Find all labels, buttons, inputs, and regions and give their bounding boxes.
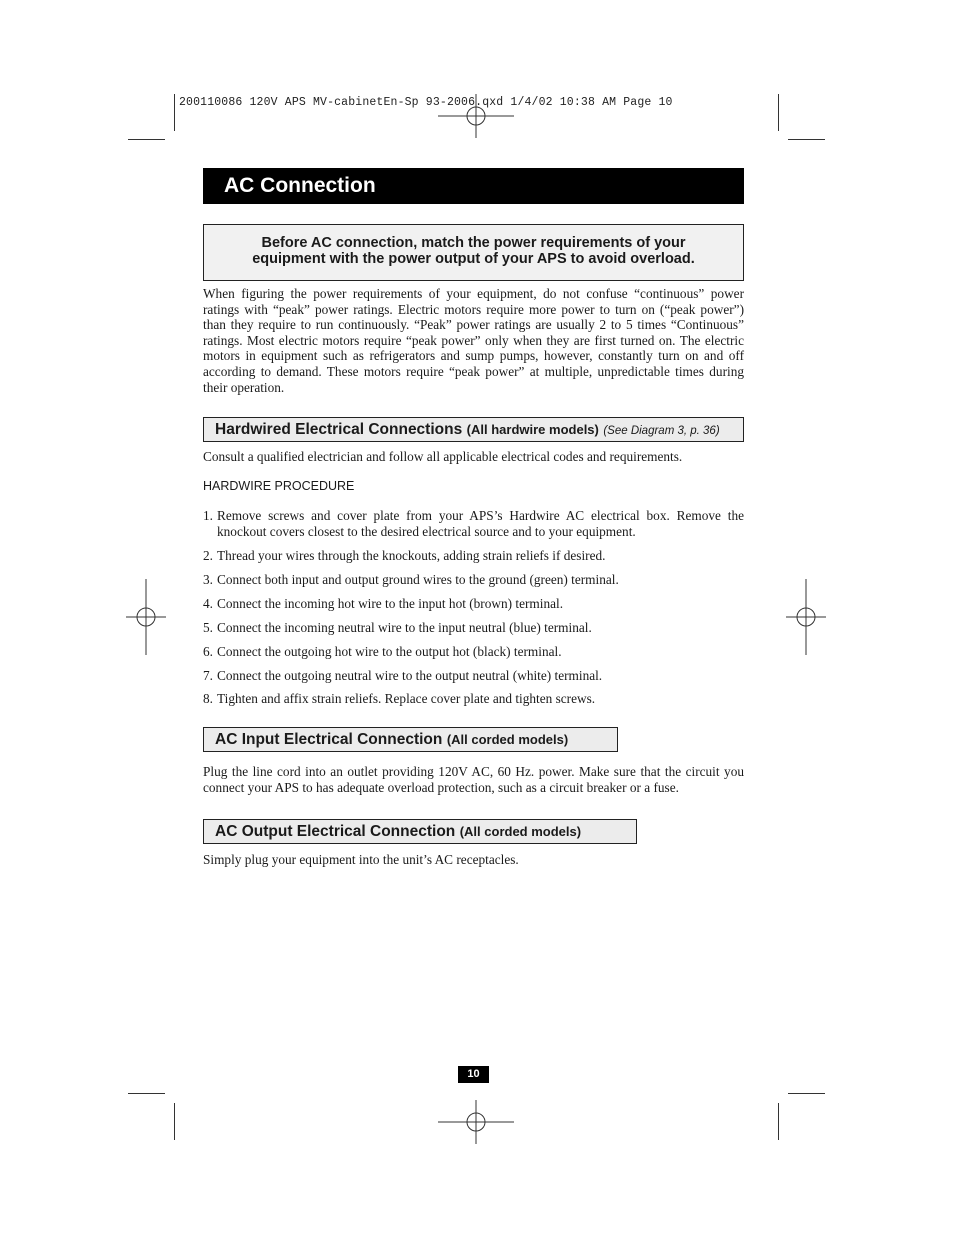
step-number: 7. — [203, 667, 213, 683]
procedure-steps — [203, 508, 744, 715]
list-item — [203, 508, 744, 539]
step-number: 2. — [203, 547, 213, 563]
crop-mark — [174, 1103, 175, 1140]
section-heading-qualifier: (All corded models) — [459, 824, 582, 839]
section-heading-title: Hardwired Electrical Connections — [215, 421, 463, 438]
page-title: AC Connection — [203, 168, 744, 204]
procedure-title: HARDWIRE PROCEDURE — [203, 479, 355, 493]
step-number: 8. — [203, 691, 213, 707]
list-item — [203, 572, 744, 588]
step-text: Connect the incoming neutral wire to the input neutral (blue) terminal. — [217, 619, 592, 635]
registration-mark-icon — [126, 579, 166, 655]
list-item — [203, 691, 744, 707]
step-number: 4. — [203, 595, 213, 611]
registration-mark-icon — [786, 579, 826, 655]
warning-box — [203, 224, 744, 281]
section-heading-title: AC Output Electrical Connection — [215, 823, 456, 840]
diagram-reference: (See Diagram 3, p. 36) — [603, 425, 720, 437]
registration-mark-icon — [438, 1100, 514, 1144]
section-heading-hardwired — [203, 417, 744, 442]
list-item — [203, 644, 744, 660]
list-item — [203, 548, 744, 564]
step-number: 1. — [203, 508, 213, 523]
ac-output-text: Simply plug your equipment into the unit’s AC receptacles. — [203, 852, 519, 867]
warning-line-2: equipment with the power output of your APS to avoid overload. — [252, 251, 695, 267]
section-heading-qualifier: (All corded models) — [446, 732, 569, 747]
step-number: 5. — [203, 619, 213, 635]
crop-mark — [788, 1093, 825, 1094]
list-item — [203, 620, 744, 636]
step-text: Connect both input and output ground wires to the ground (green) terminal. — [217, 571, 619, 587]
section-heading-title: AC Input Electrical Connection — [215, 731, 443, 748]
page-number: 10 — [458, 1066, 489, 1083]
section-heading-ac-input — [203, 727, 618, 752]
step-number: 3. — [203, 571, 213, 587]
step-text: Tighten and affix strain reliefs. Replace cover plate and tighten screws. — [217, 691, 596, 707]
printer-slug: 200110086 120V APS MV-cabinetEn-Sp 93-2006.qxd 1/4/02 10:38 AM Page 10 — [179, 96, 673, 109]
section-heading-ac-output — [203, 819, 637, 844]
step-text: Thread your wires through the knockouts, adding strain reliefs if desired. — [217, 547, 606, 563]
step-text: Remove screws and cover plate from your APS’s Hardwire AC electrical box. Remove the knockout covers closest to the desired electrical source and to your equipment. — [217, 508, 744, 539]
list-item — [203, 668, 744, 684]
step-text: Connect the outgoing neutral wire to the output neutral (white) terminal. — [217, 667, 603, 683]
crop-mark — [778, 94, 779, 131]
crop-mark — [128, 1093, 165, 1094]
step-text: Connect the incoming hot wire to the input hot (brown) terminal. — [217, 595, 564, 611]
crop-mark — [778, 1103, 779, 1140]
intro-paragraph: When figuring the power requirements of your equipment, do not confuse “continuous” power ratings with “peak” power ratings. Electric motors require more power to turn on (“peak power”) than they require to run continuously. “Peak” power ratings are usually 2 to 5 times “Continuous” ratings. Most electric motors require “peak power” only when they are first turned on. The electric motors in equipment such as refrigerators and sump pumps, however, constantly turn on and off according to demand. These motors require “peak power” at multiple, unpredictable times during their operation. — [203, 286, 744, 395]
section-heading-qualifier: (All hardwire models) — [466, 422, 599, 437]
hardwired-text: Consult a qualified electrician and follow all applicable electrical codes and requirements. — [203, 449, 683, 464]
crop-mark — [788, 139, 825, 140]
registration-mark-icon — [438, 94, 514, 138]
warning-line-1: Before AC connection, match the power requirements of your — [261, 235, 686, 251]
crop-mark — [128, 139, 165, 140]
step-number: 6. — [203, 643, 213, 659]
ac-input-text: Plug the line cord into an outlet providing 120V AC, 60 Hz. power. Make sure that the circuit you connect your APS to has adequate overload protection, such as a circuit breaker or a fuse. — [203, 764, 744, 795]
list-item — [203, 596, 744, 612]
step-text: Connect the outgoing hot wire to the output hot (black) terminal. — [217, 643, 562, 659]
crop-mark — [174, 94, 175, 131]
